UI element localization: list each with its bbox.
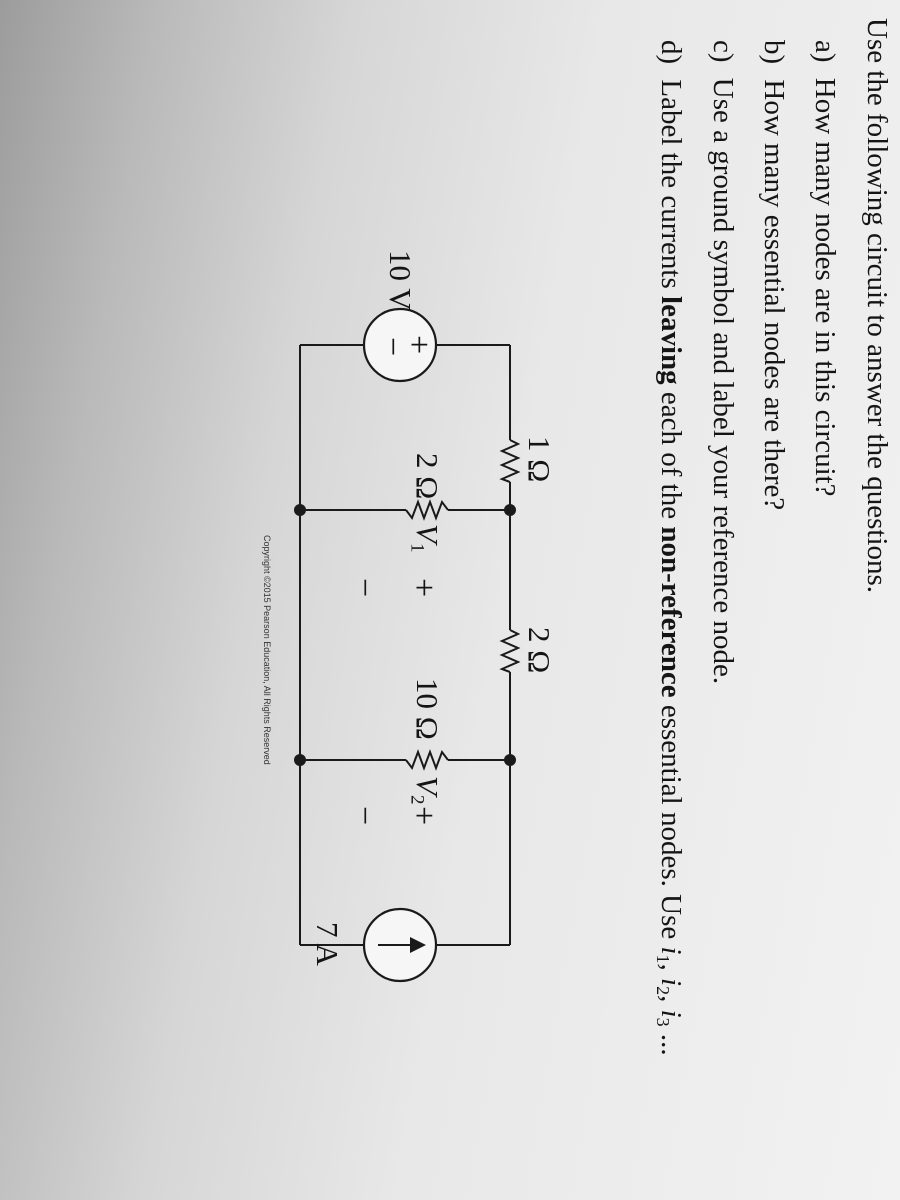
question-intro: Use the following circuit to answer the questions. <box>861 18 893 594</box>
non-reference-emphasis: non-reference <box>655 526 687 698</box>
v1-label: $V_1$ <box>406 524 445 553</box>
question-c-text: Use a ground symbol and label your reference node. <box>707 77 739 685</box>
voltage-source-minus: − <box>374 337 411 357</box>
question-b-label: b) <box>758 40 790 65</box>
resistor-10-ohm-label: 10 Ω <box>410 678 445 740</box>
v1-plus: + <box>405 578 442 598</box>
question-a-label: a) <box>809 40 841 63</box>
resistor-2-ohm-shunt-label: 2 Ω <box>410 453 445 500</box>
node-dot-bottom-left <box>294 504 306 516</box>
copyright-notice: Copyright ©2015 Pearson Education, All Rights Reserved <box>262 535 272 765</box>
question-d-label: d) <box>655 40 687 65</box>
voltage-source-plus: + <box>400 335 437 355</box>
question-b-text: How many essential nodes are there? <box>758 79 790 511</box>
resistor-2-ohm-series <box>502 630 518 672</box>
resistor-10-ohm <box>406 752 448 768</box>
current-source-label: 7 A <box>310 922 345 966</box>
node-dot-bottom-right <box>294 754 306 766</box>
resistor-1-ohm <box>502 440 518 482</box>
resistor-2-ohm-shunt <box>406 502 448 518</box>
v2-minus: − <box>346 806 383 826</box>
node-dot-top-left <box>504 504 516 516</box>
resistor-1-ohm-label: 1 Ω <box>522 436 557 483</box>
resistor-2-ohm-series-label: 2 Ω <box>522 627 557 674</box>
v2-plus: + <box>405 806 442 826</box>
leaving-emphasis: leaving <box>655 296 687 385</box>
node-dot-top-right <box>504 754 516 766</box>
v2-label: $V_2$ <box>406 776 445 805</box>
question-d: d) Label the currents leaving each of the non-reference essential nodes. Use $i_1$, $i_2$, $i_3$ ... <box>652 40 687 1056</box>
voltage-source-label: 10 V <box>383 250 418 311</box>
question-a-text: How many nodes are in this circuit? <box>809 77 841 497</box>
v1-minus: − <box>346 578 383 598</box>
question-c-label: c) <box>707 40 739 63</box>
